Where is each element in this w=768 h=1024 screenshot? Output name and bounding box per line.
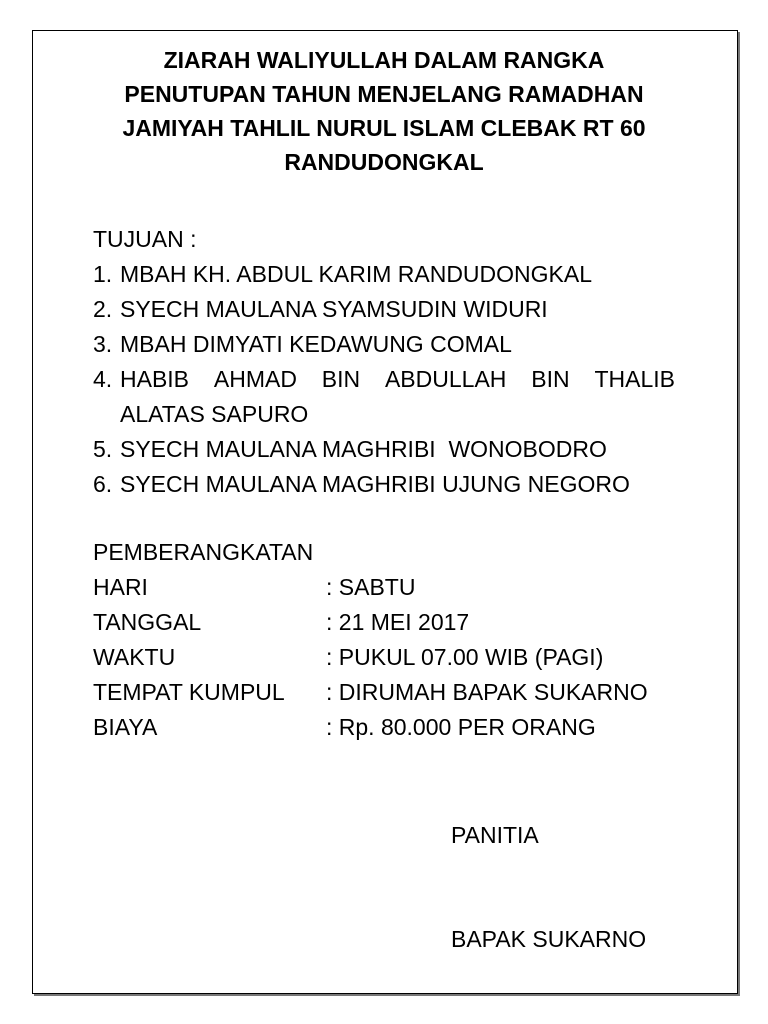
list-item-number: 2. [93,296,113,322]
list-item-text: SYECH MAULANA MAGHRIBI UJUNG NEGORO [120,471,630,497]
document-title [0,43,768,179]
word: BIN [531,366,570,392]
detail-row-time [93,640,693,675]
list-item-text: SYECH MAULANA SYAMSUDIN WIDURI [120,296,548,322]
detail-label: WAKTU [93,644,176,670]
detail-row-meeting-place [93,675,693,710]
detail-value: : DIRUMAH BAPAK SUKARNO [326,679,648,705]
detail-label: BIAYA [93,714,158,740]
list-item-text: SYECH MAULANA MAGHRIBI WONOBODRO [120,436,607,462]
list-item [93,292,675,327]
word: BIN [321,366,361,392]
detail-value: : SABTU [326,574,416,600]
list-item [93,257,675,292]
list-item-number: 3. [93,331,113,357]
list-item [93,362,675,432]
title-line-3: JAMIYAH TAHLIL NURUL ISLAM CLEBAK RT 60 [122,115,646,141]
list-item-number: 6. [93,471,113,497]
list-item-number: 4. [93,366,113,392]
list-item-number: 5. [93,436,113,462]
signature-role: PANITIA [451,822,539,848]
word: ABDULLAH [384,366,507,392]
title-line-1: ZIARAH WALIYULLAH DALAM RANGKA [163,47,605,73]
list-item-text: MBAH KH. ABDUL KARIM RANDUDONGKAL [120,261,593,287]
list-item-text-line-1 [120,362,675,397]
title-line-2: PENUTUPAN TAHUN MENJELANG RAMADHAN [124,81,644,107]
title-line-4: RANDUDONGKAL [284,149,484,175]
detail-value: : PUKUL 07.00 WIB (PAGI) [326,644,604,670]
detail-label: TEMPAT KUMPUL [93,679,285,705]
detail-label: HARI [93,574,148,600]
destinations-list [93,257,675,502]
signature-name: BAPAK SUKARNO [451,926,647,952]
detail-value: : Rp. 80.000 PER ORANG [326,714,596,740]
word: THALIB [594,366,675,392]
list-item [93,327,675,362]
detail-row-cost [93,710,693,745]
word: HABIB [120,366,190,392]
list-item-text: MBAH DIMYATI KEDAWUNG COMAL [120,331,512,357]
list-item-text-line-2: ALATAS SAPURO [120,401,309,427]
detail-label: TANGGAL [93,609,202,635]
list-item [93,432,675,467]
departure-details [93,570,693,745]
word: AHMAD [213,366,297,392]
destinations-heading: TUJUAN : [93,226,197,252]
list-item-number: 1. [93,261,113,287]
list-item-text [120,362,675,432]
list-item [93,467,675,502]
detail-row-day [93,570,693,605]
departure-heading: PEMBERANGKATAN [93,539,314,565]
detail-value: : 21 MEI 2017 [326,609,470,635]
detail-row-date [93,605,693,640]
